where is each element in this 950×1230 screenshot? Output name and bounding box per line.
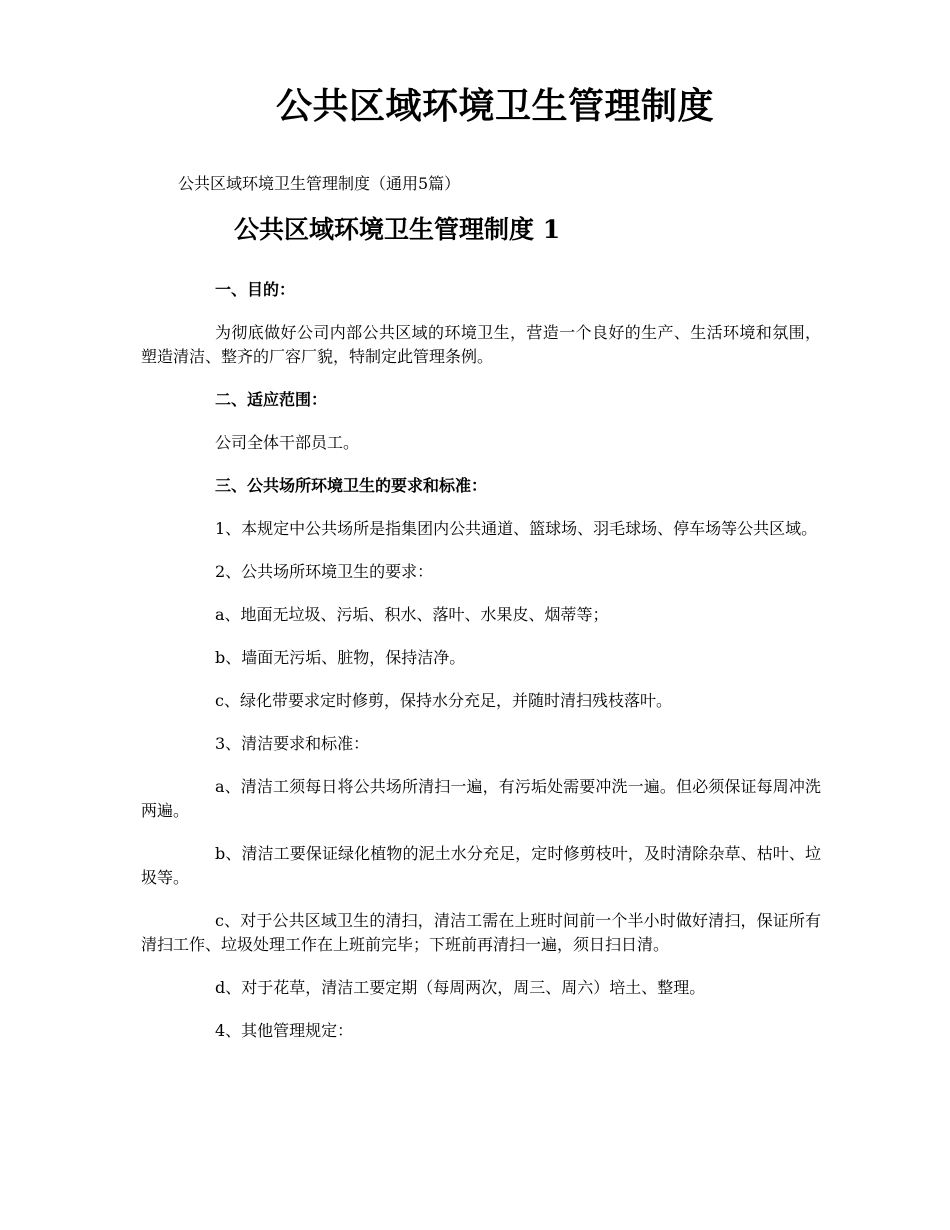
paragraph-item-1: 1、本规定中公共场所是指集团内公共通道、篮球场、羽毛球场、停车场等公共区域。 xyxy=(215,519,818,538)
heading-scope: 二、适应范围： xyxy=(215,390,328,409)
paragraph-item-2c: c、绿化带要求定时修剪，保持水分充足，并随时清扫残枝落叶。 xyxy=(215,691,672,710)
section-title: 公共区域环境卫生管理制度 1 xyxy=(234,215,561,244)
paragraph-item-3: 3、清洁要求和标准： xyxy=(215,734,370,753)
heading-requirements: 三、公共场所环境卫生的要求和标准： xyxy=(215,476,488,495)
paragraph-item-4: 4、其他管理规定： xyxy=(215,1021,354,1040)
document-body xyxy=(141,278,821,1062)
paragraph-scope: 公司全体干部员工。 xyxy=(215,433,360,452)
heading-purpose: 一、目的： xyxy=(215,280,296,299)
paragraph-item-3d: d、对于花草，清洁工要定期（每周两次，周三、周六）培土、整理。 xyxy=(215,978,706,997)
paragraph-item-3b: b、清洁工要保证绿化植物的泥土水分充足，定时修剪枝叶，及时清除杂草、枯叶、垃圾等。 xyxy=(141,844,821,887)
paragraph-item-2: 2、公共场所环境卫生的要求： xyxy=(215,562,434,581)
paragraph-item-2b: b、墙面无污垢、脏物，保持洁净。 xyxy=(215,648,466,667)
document-subtitle: 公共区域环境卫生管理制度（通用5篇） xyxy=(178,174,461,193)
paragraph-item-3c: c、对于公共区域卫生的清扫，清洁工需在上班时间前一个半小时做好清扫，保证所有清扫工作、垃圾处理工作在上班前完毕；下班前再清扫一遍，须日扫日清。 xyxy=(141,911,821,954)
paragraph-purpose: 为彻底做好公司内部公共区域的环境卫生，营造一个良好的生产、生活环境和氛围，塑造清洁、整齐的厂容厂貌，特制定此管理条例。 xyxy=(141,323,821,366)
paragraph-item-3a: a、清洁工须每日将公共场所清扫一遍，有污垢处需要冲洗一遍。但必须保证每周冲洗两遍。 xyxy=(141,777,821,820)
document-title: 公共区域环境卫生管理制度 xyxy=(275,85,714,127)
paragraph-item-2a: a、地面无垃圾、污垢、积水、落叶、水果皮、烟蒂等； xyxy=(215,605,609,624)
